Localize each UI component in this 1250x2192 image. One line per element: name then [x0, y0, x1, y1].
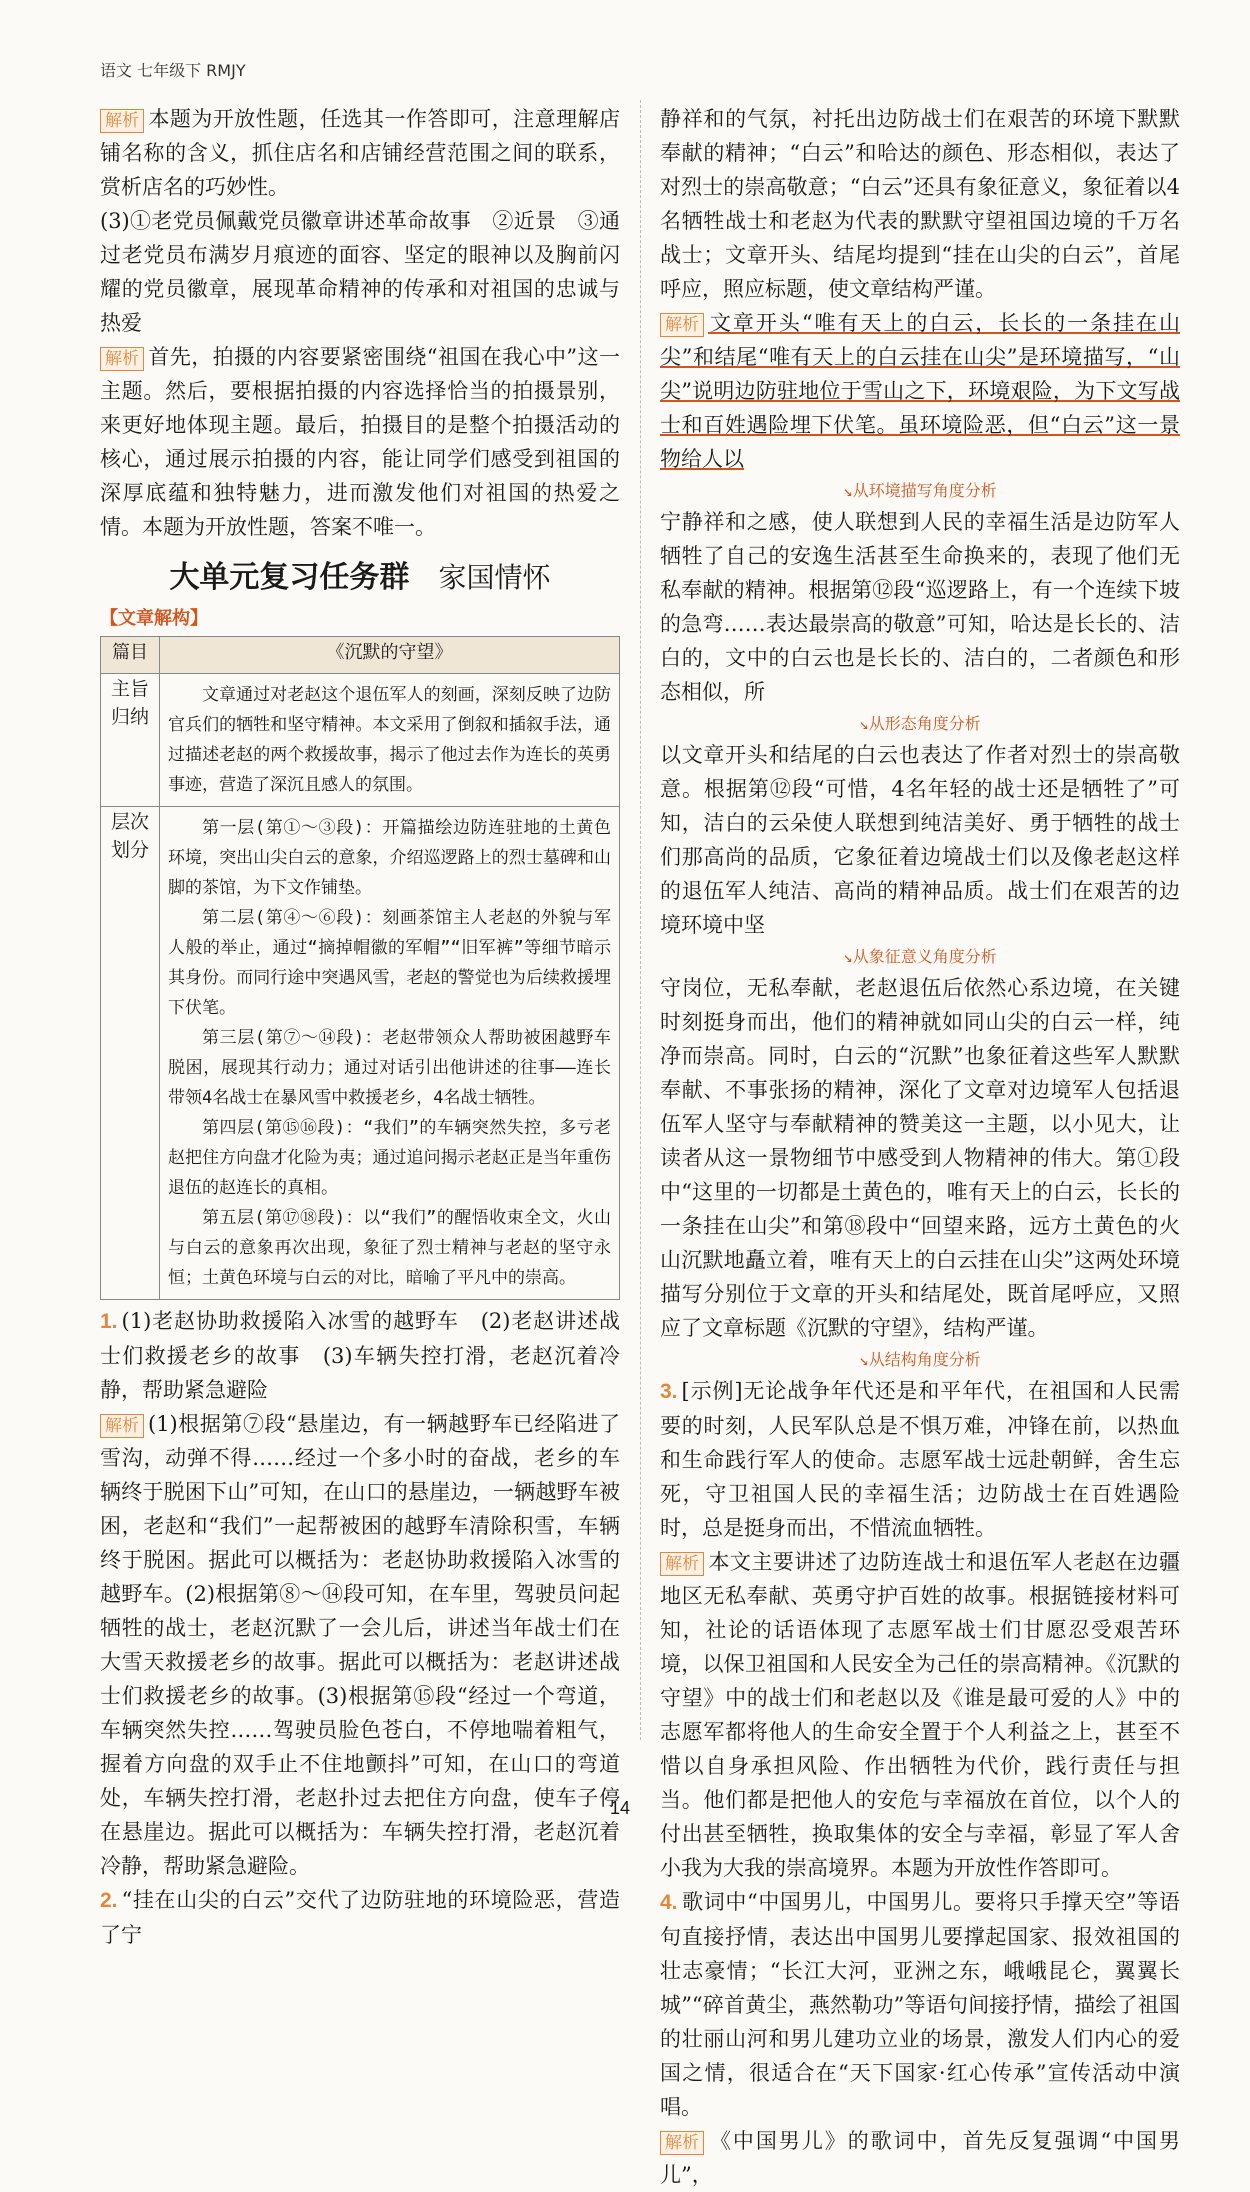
analysis-tag: 解析 — [660, 1552, 704, 1576]
structure-label: 【文章解构】 — [100, 608, 208, 629]
section-title — [100, 552, 620, 596]
left-column — [100, 102, 620, 1952]
table-header-cell: 《沉默的守望》 — [160, 637, 620, 674]
analysis-tag: 解析 — [100, 109, 144, 133]
table-cell: 第一层(第①～③段)：开篇描绘边防连驻地的土黄色环境，突出山尖白云的意象，介绍巡逻路上的烈士墓碑和山脚的茶馆，为下文作铺垫。 第二层(第④～⑥段)：刻画茶馆主人老赵的外貌与军人般的举止，通过“摘掉帽徽的军帽”“旧军裤”等细节暗示其身份。而同行途中突遇风雪，老赵的警觉也为后续救援埋下伏笔。 第三层(第⑦～⑭段)：老赵带领众人帮助被困越野车脱困，展现其行动力；通过对话引出他讲述的往事——连长带领4名战士在暴风雪中救援老乡，4名战士牺牲。 第四层(第⑮⑯段)：“我们”的车辆突然失控，多亏老赵把住方向盘才化险为夷；通过追问揭示老赵正是当年重伤退伍的赵连长的真相。 第五层(第⑰⑱段)：以“我们”的醒悟收束全文，火山与白云的意象再次出现，象征了烈士精神与老赵的坚守永恒；土黄色环境与白云的对比，暗喻了平凡中的崇高。 — [160, 807, 620, 1300]
analysis-table — [100, 636, 620, 1300]
margin-note: ↘从环境描写角度分析 — [843, 481, 997, 500]
analysis-tag: 解析 — [660, 2131, 704, 2155]
analysis-3: 解析 本文主要讲述了边防连战士和退伍军人老赵在边疆地区无私奉献、英勇守护百姓的故事。根据链接材料可知，社论的话语体现了志愿军战士们甘愿忍受艰苦环境，以保卫祖国和人民安全为己任的崇高精神。《沉默的守望》中的战士们和老赵以及《谁是最可爱的人》中的志愿军都将他人的生命安全置于个人利益之上，甚至不惜以自身承担风险、作出牺牲为代价，践行责任与担当。他们都是把他人的安危与幸福放在首位，以个人的付出甚至牺牲，换取集体的安全与幸福，彰显了军人舍小我为大我的崇高境界。本题为开放性作答即可。 — [660, 1550, 1180, 1880]
column-divider — [640, 100, 642, 1740]
table-cell: 文章通过对老赵这个退伍军人的刻画，深刻反映了边防官兵们的牺牲和坚守精神。本文采用了倒叙和插叙手法，通过描述老赵的两个救援故事，揭示了他过去作为连长的英勇事迹，营造了深沉且感人的氛围。 — [160, 674, 620, 807]
paragraph: 以文章开头和结尾的白云也表达了作者对烈士的崇高敬意。根据第⑫段“可惜，4名年轻的战士还是牺牲了”可知，洁白的云朵使人联想到纯洁美好、勇于牺牲的战士们那高尚的品质，它象征着边境战士们以及像老赵这样的退伍军人纯洁、高尚的精神品质。战士们在艰苦的边境环境中坚 — [660, 743, 1180, 937]
answer-2: 2. “挂在山尖的白云”交代了边防驻地的环境险恶，营造了宁 — [100, 1888, 620, 1947]
section-title-main: 大单元复习任务群 — [169, 560, 410, 595]
margin-note: ↘从象征意义角度分析 — [843, 947, 997, 966]
table-row — [101, 674, 620, 807]
page-number: 14 — [610, 1798, 631, 1818]
table-row — [101, 807, 620, 1300]
paragraph: 宁静祥和之感，使人联想到人民的幸福生活是边防军人牺牲了自己的安逸生活甚至生命换来的，表现了他们无私奉献的精神。根据第⑫段“巡逻路上，有一个连续下坡的急弯……表达最崇高的敬意”可知，哈达是长长的、洁白的，文中的白云也是长长的、洁白的，二者颜色和形态相似，所 — [660, 510, 1180, 704]
analysis-tag: 解析 — [660, 313, 704, 337]
paragraph: 解析 本题为开放性题，任选其一作答即可，注意理解店铺名称的含义，抓住店名和店铺经营范围之间的联系，赏析店名的巧妙性。 — [100, 107, 620, 199]
paragraph: 守岗位，无私奉献，老赵退伍后依然心系边境，在关键时刻挺身而出，他们的精神就如同山尖的白云一样，纯净而崇高。同时，白云的“沉默”也象征着这些军人默默奉献、不事张扬的精神，深化了文章对边境军人包括退伍军人坚守与奉献精神的赞美这一主题，以小见大，让读者从这一景物细节中感受到人物精神的伟大。第①段中“这里的一切都是土黄色的，唯有天上的白云，长长的一条挂在山尖”和第⑱段中“回望来路，远方土黄色的火山沉默地矗立着，唯有天上的白云挂在山尖”这两处环境描写分别位于文章的开头和结尾处，既首尾呼应，又照应了文章标题《沉默的守望》，结构严谨。 — [660, 976, 1180, 1340]
row-head: 主旨归纳 — [101, 674, 160, 807]
analysis-tag: 解析 — [100, 1414, 144, 1438]
paragraph: 解析 文章开头“唯有天上的白云，长长的一条挂在山尖”和结尾“唯有天上的白云挂在山尖”是环境描写，“山尖”说明边防驻地位于雪山之下，环境艰险，为下文写战士和百姓遇险埋下伏笔。虽环境险恶，但“白云”这一景物给人以 — [660, 311, 1180, 471]
row-head: 层次划分 — [101, 807, 160, 1300]
answer-3: 3. [示例]无论战争年代还是和平年代，在祖国和人民需要的时刻，人民军队总是不惧万难，冲锋在前，以热血和生命践行军人的使命。志愿军战士远赴朝鲜，舍生忘死，守卫祖国人民的幸福生活；边防战士在百姓遇险时，总是挺身而出，不惜流血牺牲。 — [660, 1379, 1181, 1540]
answer-4: 4. 歌词中“中国男儿，中国男儿。要将只手撑天空”等语句直接抒情，表达出中国男儿要撑起国家、报效祖国的壮志豪情；“长江大河，亚洲之东，峨峨昆仑，翼翼长城”“碎首黄尘，燕然勒功”等语句间接抒情，描绘了祖国的壮丽山河和男儿建功立业的场景，激发人们内心的爱国之情，很适合在“天下国家·红心传承”宣传活动中演唱。 — [660, 1890, 1180, 2119]
answer-1: 1. (1)老赵协助救援陷入冰雪的越野车 (2)老赵讲述战士们救援老乡的故事 (3)车辆失控打滑，老赵沉着冷静，帮助紧急避险 — [100, 1309, 620, 1402]
margin-note: ↘从形态角度分析 — [859, 714, 981, 733]
paragraph: (3)①老党员佩戴党员徽章讲述革命故事 ②近景 ③通过老党员布满岁月痕迹的面容、坚定的眼神以及胸前闪耀的党员徽章，展现革命精神的传承和对祖国的忠诚与热爱 — [100, 209, 620, 335]
table-header-cell: 篇目 — [101, 637, 160, 674]
analysis-4: 解析 《中国男儿》的歌词中，首先反复强调“中国男儿”， — [660, 2129, 1180, 2187]
margin-note: ↘从结构角度分析 — [859, 1350, 981, 1369]
analysis-1: 解析 (1)根据第⑦段“悬崖边，有一辆越野车已经陷进了雪沟，动弹不得……经过一个多小时的奋战，老乡的车辆终于脱困下山”可知，在山口的悬崖边，一辆越野车被困，老赵和“我们”一起帮被困的越野车清除积雪，车辆终于脱困。据此可以概括为：老赵协助救援陷入冰雪的越野车。(2)根据第⑧～⑭段可知，在车里，驾驶员问起牺牲的战士，老赵沉默了一会儿后，讲述当年战士们在大雪天救援老乡的故事。据此可以概括为：老赵讲述战士们救援老乡的故事。(3)根据第⑮段“经过一个弯道，车辆突然失控……驾驶员脸色苍白，不停地喘着粗气，握着方向盘的双手止不住地颤抖”可知，在山口的弯道处，车辆失控打滑，老赵扑过去把住方向盘，使车子停在悬崖边。据此可以概括为：车辆失控打滑，老赵沉着冷静，帮助紧急避险。 — [100, 1412, 620, 1878]
paragraph: 静祥和的气氛，衬托出边防战士们在艰苦的环境下默默奉献的精神；“白云”和哈达的颜色、形态相似，表达了对烈士的崇高敬意；“白云”还具有象征意义，象征着以4名牺牲战士和老赵为代表的默默守望祖国边境的千万名战士；文章开头、结尾均提到“挂在山尖的白云”，首尾呼应，照应标题，使文章结构严谨。 — [660, 107, 1180, 301]
section-title-sub: 家国情怀 — [438, 561, 551, 594]
paragraph: 解析 首先，拍摄的内容要紧密围绕“祖国在我心中”这一主题。然后，要根据拍摄的内容选择恰当的拍摄景别，来更好地体现主题。最后，拍摄目的是整个拍摄活动的核心，通过展示拍摄的内容，能让同学们感受到祖国的深厚底蕴和独特魅力，进而激发他们对祖国的热爱之情。本题为开放性题，答案不唯一。 — [100, 345, 620, 539]
analysis-tag: 解析 — [100, 347, 144, 371]
table-header-row — [101, 637, 620, 674]
right-column — [660, 102, 1180, 2192]
page-header: 语文 七年级下 RMJY — [100, 61, 246, 80]
